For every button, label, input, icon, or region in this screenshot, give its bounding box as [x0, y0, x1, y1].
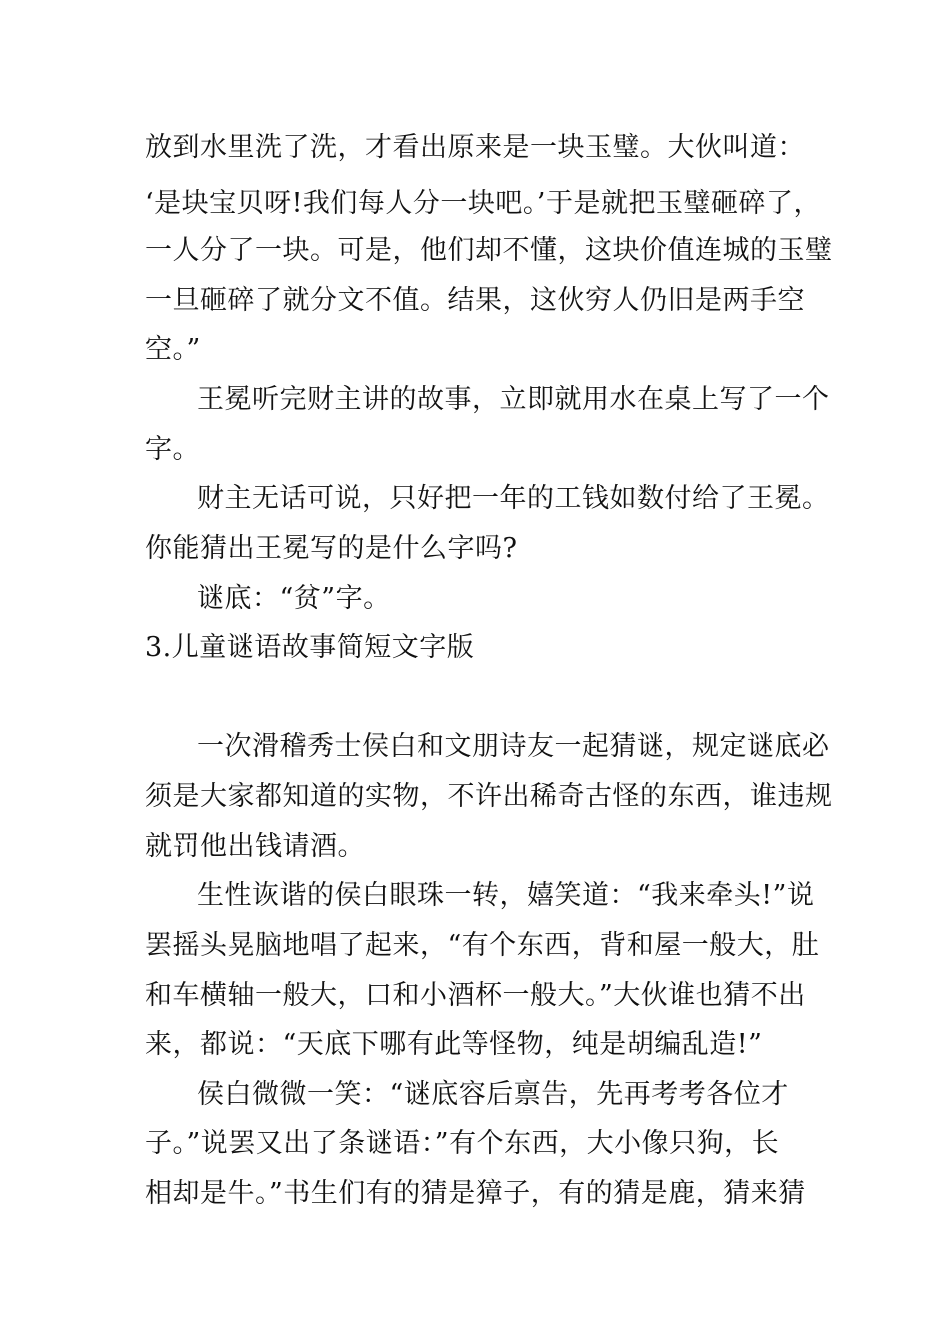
text-line: 空。”: [145, 334, 201, 365]
text-line: 和车横轴一般大，口和小酒杯一般大。”大伙谁也猜不出: [145, 980, 806, 1011]
text-line: ‘是块宝贝呀!我们每人分一块吧。’于是就把玉璧砸碎了，: [145, 188, 822, 219]
paragraph-start-line: 侯白微微一笑：“谜底容后禀告，先再考考各位才: [197, 1079, 789, 1110]
text-line: 须是大家都知道的实物，不许出稀奇古怪的东西，谁违规: [145, 781, 833, 812]
paragraph-start-line: 一次滑稽秀士侯白和文朋诗友一起猜谜，规定谜底必: [197, 731, 830, 762]
text-line: 罢摇头晃脑地唱了起来，“有个东西，背和屋一般大，肚: [145, 930, 820, 961]
text-line: 来，都说：“天底下哪有此等怪物，纯是胡编乱造!”: [145, 1029, 763, 1060]
paragraph-start-line: 生性诙谐的侯白眼珠一转，嬉笑道：“我来牵头!”说: [197, 880, 815, 911]
text-line: 一人分了一块。可是，他们却不懂，这块价值连城的玉璧: [145, 235, 833, 266]
text-line: 你能猜出王冕写的是什么字吗?: [145, 533, 518, 564]
text-line: 放到水里洗了洗，才看出原来是一块玉璧。大伙叫道：: [145, 132, 805, 163]
paragraph-start-line: 财主无话可说，只好把一年的工钱如数付给了王冕。: [197, 483, 830, 514]
text-line: 相却是牛。”书生们有的猜是獐子，有的猜是鹿，猜来猜: [145, 1178, 806, 1209]
text-line: 子。”说罢又出了条谜语：”有个东西，大小像只狗，长: [145, 1128, 780, 1159]
paragraph-start-line: 王冕听完财主讲的故事，立即就用水在桌上写了一个: [197, 384, 830, 415]
riddle-answer: 谜底：“贫”字。: [197, 583, 391, 614]
text-line: 就罚他出钱请酒。: [145, 831, 365, 862]
text-line: 字。: [145, 434, 200, 465]
section-heading: 3.儿童谜语故事简短文字版: [145, 632, 475, 663]
text-line: 一旦砸碎了就分文不值。结果，这伙穷人仍旧是两手空: [145, 285, 805, 316]
